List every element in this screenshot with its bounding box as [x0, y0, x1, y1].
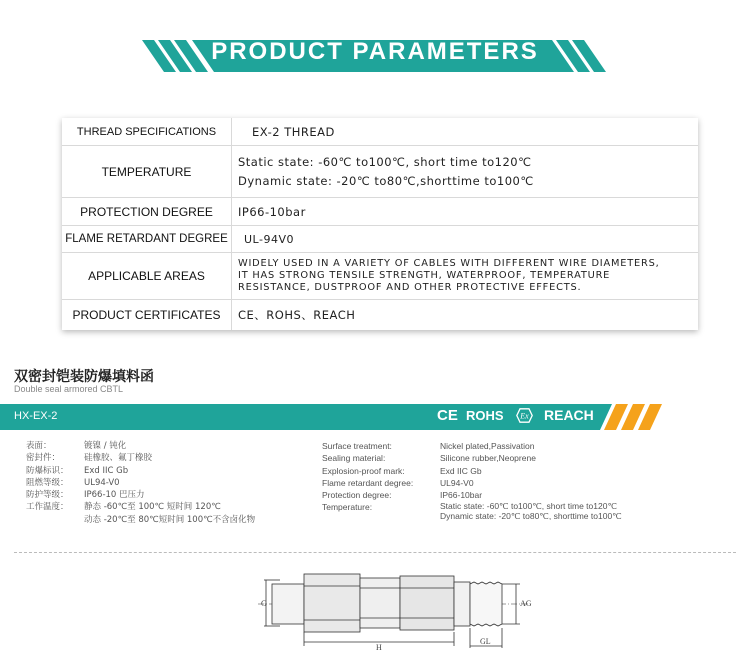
row-value: Dynamic state: -20℃ to80℃,shorttime to100℃	[238, 173, 534, 188]
svg-text:Ex: Ex	[520, 411, 529, 421]
table-row	[62, 146, 698, 198]
row-label: PROTECTION DEGREE	[62, 198, 232, 225]
model-bar	[0, 404, 750, 430]
parameter-table	[62, 118, 698, 330]
specs-en-labels: Surface treatment: Sealing material: Explosion-proof mark: Flame retardant degree: Protection degree: Temperature:	[322, 441, 414, 513]
row-value: IP66-10bar	[238, 204, 306, 219]
specs-cn-values: 镀镍 / 钝化 硅橡胶、氟丁橡胶 Exd IIC Gb UL94-V0 IP66-10 巴压力 静态 -60℃至 100℃ 短时间 120℃ 动态 -20℃至 80℃短时间 100℃不含卤化物	[84, 441, 256, 525]
dim-gl-label: GL	[480, 637, 491, 646]
product-title-cn: 双密封铠装防爆填料函	[14, 369, 154, 385]
row-label: FLAME RETARDANT DEGREE	[62, 226, 232, 252]
row-value: RESISTANCE, DUSTPROOF AND OTHER PROTECTIVE EFFECTS.	[238, 282, 582, 293]
technical-drawing	[250, 566, 540, 656]
section-divider	[14, 552, 736, 553]
ce-mark: CE	[437, 407, 458, 424]
table-row	[62, 253, 698, 300]
model-label: HX-EX-2	[14, 410, 58, 422]
row-label: APPLICABLE AREAS	[62, 253, 232, 299]
row-value: Static state: -60℃ to100℃, short time to120℃	[238, 154, 532, 169]
row-value: WIDELY USED IN A VARIETY OF CABLES WITH DIFFERENT WIRE DIAMETERS,	[238, 258, 660, 269]
page-title: PRODUCT PARAMETERS	[211, 38, 539, 65]
rohs-mark: ROHS	[466, 408, 504, 423]
row-label: THREAD SPECIFICATIONS	[62, 118, 232, 145]
row-value: CE、ROHS、REACH	[238, 308, 356, 322]
specs-cn-labels: 表面： 密封件： 防爆标识： 阻燃等级： 防护等级： 工作温度：	[26, 441, 69, 513]
table-row	[62, 300, 698, 330]
table-row	[62, 118, 698, 146]
dim-ag-label: AG	[520, 599, 532, 608]
row-label: TEMPERATURE	[62, 146, 232, 197]
dim-g-label: G	[261, 599, 267, 608]
row-value: UL-94V0	[244, 232, 294, 246]
reach-mark: REACH	[544, 407, 594, 423]
dim-h-label: H	[376, 643, 382, 652]
table-row	[62, 198, 698, 226]
specs-en-values: Nickel plated,Passivation Silicone rubber,Neoprene Exd IIC Gb UL94-V0 IP66-10bar Static state: -60℃ to100℃, short time to120℃ Dynamic state: -20℃ to80℃, shorttime to100℃	[440, 441, 622, 522]
row-value: IT HAS STRONG TENSILE STRENGTH, WATERPROOF, TEMPERATURE	[238, 270, 611, 281]
ex-hexagon-icon	[516, 408, 533, 423]
row-value: EX-2 THREAD	[252, 124, 335, 139]
row-label: PRODUCT CERTIFICATES	[62, 300, 232, 330]
table-row	[62, 226, 698, 253]
product-title-en: Double seal armored CBTL	[14, 384, 124, 394]
